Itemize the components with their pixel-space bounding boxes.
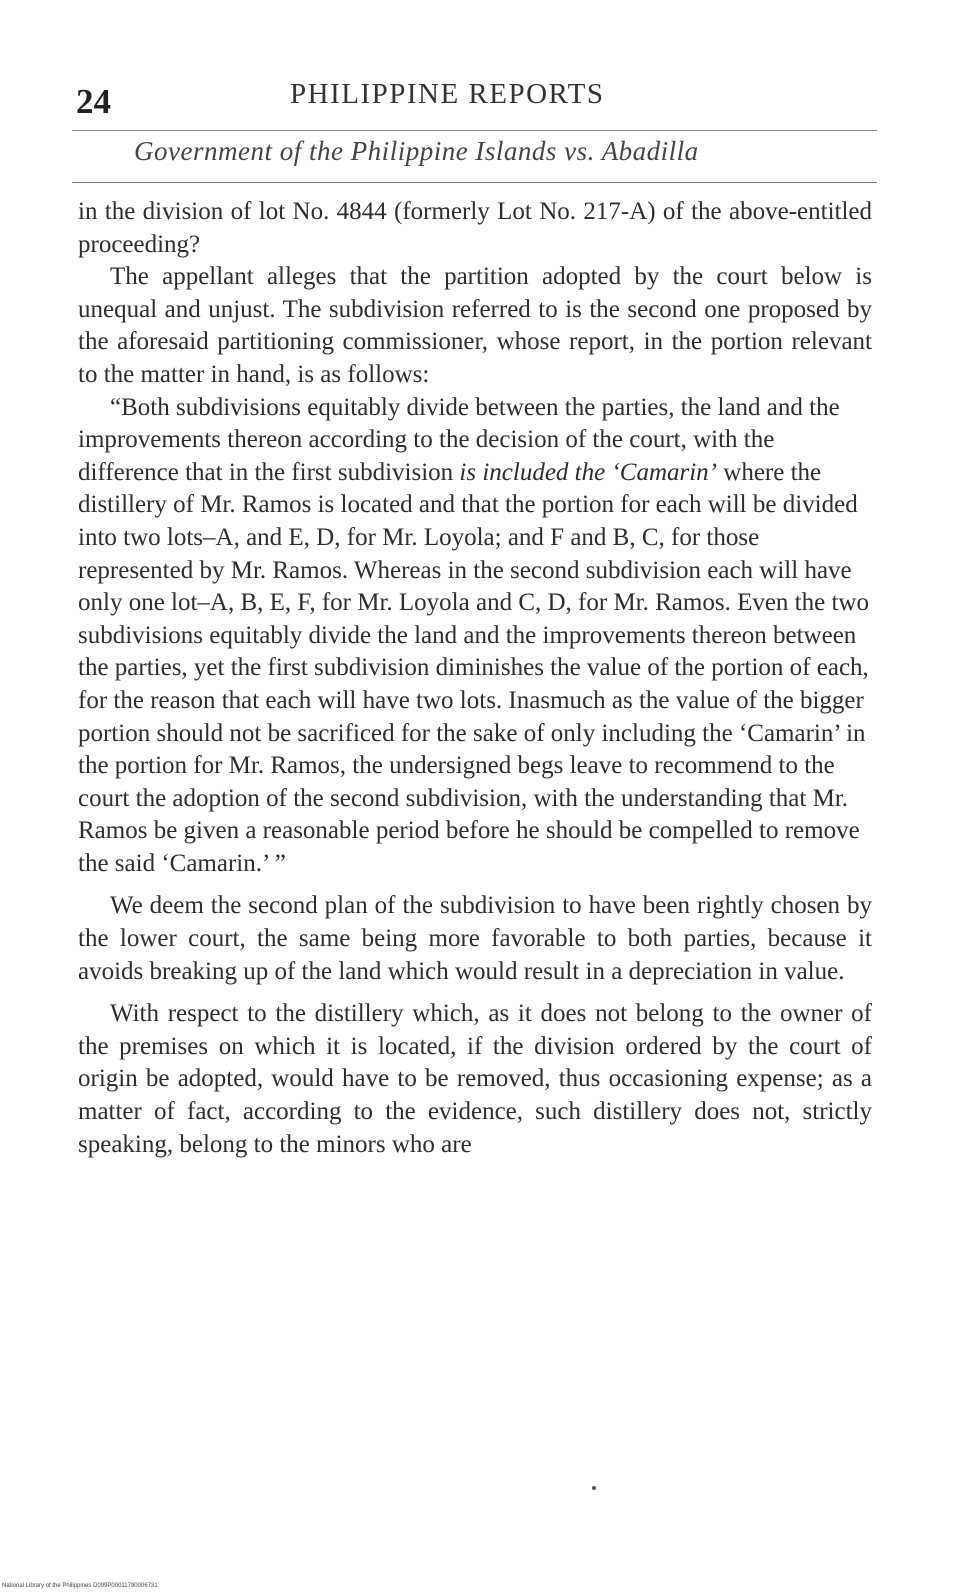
page-number: 24 xyxy=(76,82,111,121)
quote-text-start: “Both subdivisions equitably divide between the parties, the land and the improvements thereon according to the decision of the court, with the difference that in the first subdivision xyxy=(78,393,840,486)
quote-emphasis: is included the ‘Camarin’ xyxy=(459,458,718,486)
quote-text-end: where the distillery of Mr. Ramos is located and that the portion for each will be divided into two lots–A, and E, D, for Mr. Loyola; and F and B, C, for those represented by Mr. Ramos. Whereas in the second subdivision each will have only one lot–A, B, E, F, for Mr. Loyola and C, D, for Mr. Ramos. Even the two subdivisions equitably divide the land and the improvements thereon between the parties, yet the first subdivision diminishes the value of the portion of each, for the reason that each will have two lots. Inasmuch as the value of the bigger portion should not be sacrificed for the sake of only including the ‘Camarin’ in the portion for Mr. Ramos, the undersigned begs leave to recommend to the court the adoption of the second subdivision, with the understanding that Mr. Ramos be given a reasonable period before he should be compelled to remove the said ‘Camarin.’ ” xyxy=(78,458,869,877)
paragraph-court-finding: We deem the second plan of the subdivision to have been rightly chosen by the lower court, the same being more favorable to both parties, because it avoids breaking up of the land which would result in a depreciation in value. xyxy=(78,892,872,985)
scan-credit: National Library of the Philippines D099P00011790006731 xyxy=(2,1583,158,1589)
body-text xyxy=(78,196,872,1161)
page-dot xyxy=(592,1486,596,1490)
running-head: PHILIPPINE REPORTS xyxy=(290,78,605,110)
header-rule-top xyxy=(72,130,877,131)
paragraph-continuation: in the division of lot No. 4844 (formerly Lot No. 217-A) of the above-entitled proceeding? xyxy=(78,198,872,258)
case-title: Government of the Philippine Islands vs. Abadilla xyxy=(134,136,699,166)
paragraph-appellant-allegation: The appellant alleges that the partition adopted by the court below is unequal and unjust. The subdivision referred to is the second one proposed by the aforesaid partitioning commissioner, whose report, in the portion relevant to the matter in hand, is as follows: xyxy=(78,263,872,388)
paragraph-quoted-report xyxy=(78,392,872,881)
paragraph-distillery: With respect to the distillery which, as it does not belong to the owner of the premises on which it is located, if the division ordered by the court of origin be adopted, would have to be removed, thus occasioning expense; as a matter of fact, according to the evidence, such distillery does not, strictly speaking, belong to the minors who are xyxy=(78,1000,872,1158)
header-rule-bottom xyxy=(72,182,877,183)
